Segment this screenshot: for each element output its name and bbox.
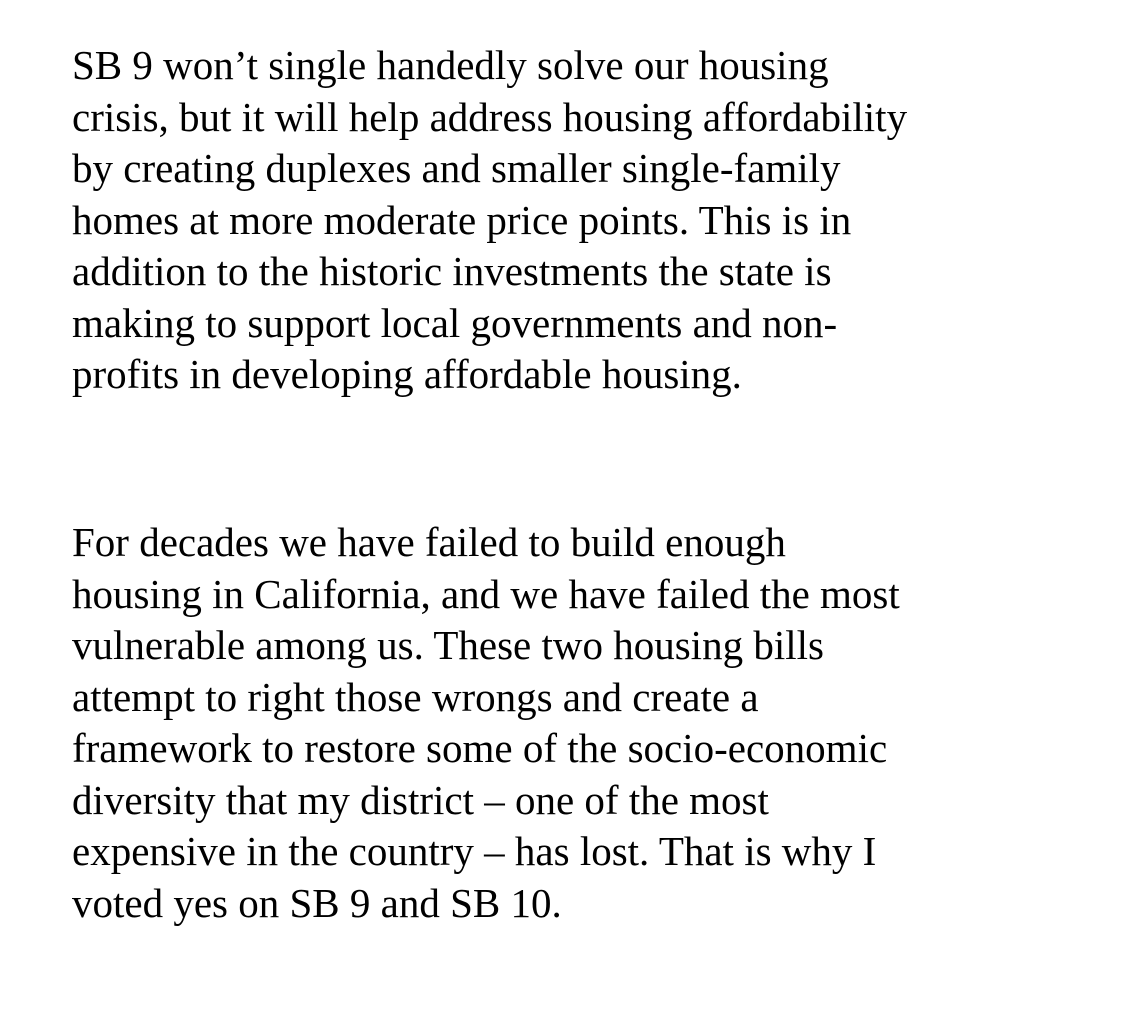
text-line: SB 9 won’t single handedly solve our housing: [72, 42, 829, 88]
paragraph-1: [72, 40, 907, 401]
text-line: framework to restore some of the socio-economic: [72, 725, 888, 771]
paragraph-2: [72, 517, 900, 929]
text-line: by creating duplexes and smaller single-family: [72, 145, 841, 191]
text-line: voted yes on SB 9 and SB 10.: [72, 879, 562, 926]
text-line: expensive in the country – has lost. That is why I: [72, 828, 877, 874]
text-line: crisis, but it will help address housing affordability: [72, 93, 908, 140]
text-line: profits in developing affordable housing.: [72, 351, 742, 397]
text-line: homes at more moderate price points. This is in: [72, 196, 852, 243]
text-line: vulnerable among us. These two housing bills: [72, 622, 824, 668]
text-line: housing in California, and we have failed the most: [72, 570, 900, 617]
text-line: addition to the historic investments the state is: [72, 248, 832, 294]
text-line: diversity that my district – one of the most: [72, 776, 769, 823]
text-line: attempt to right those wrongs and create a: [72, 673, 759, 720]
text-line: making to support local governments and non-: [72, 299, 838, 346]
text-line: For decades we have failed to build enough: [72, 519, 786, 565]
